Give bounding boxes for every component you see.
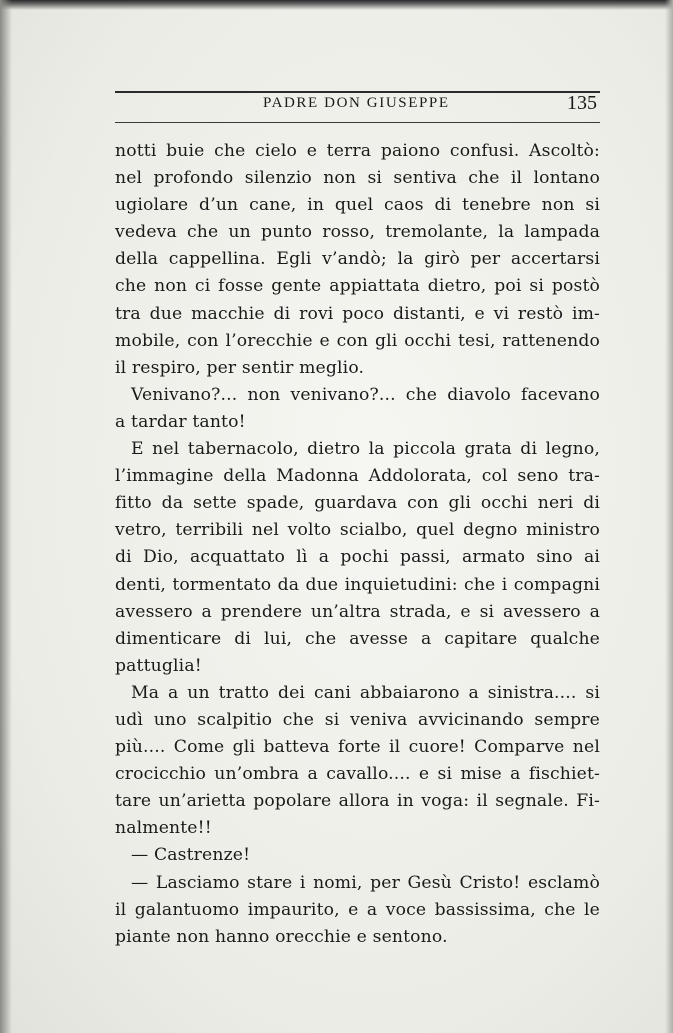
text-line: della cappellina. Egli v’andò; la girò per accertarsi xyxy=(115,249,600,270)
text-line: udì uno scalpitio che si veniva avvicinando sempre xyxy=(115,709,600,730)
body-text xyxy=(115,138,600,951)
text-line: l’immagine della Madonna Addolorata, col seno tra- xyxy=(115,466,600,487)
text-line: mobile, con l’orecchie e con gli occhi tesi, rattenendo xyxy=(115,330,600,351)
text-line: a tardar tanto! xyxy=(115,411,246,432)
page-binding-shadow xyxy=(0,0,12,1033)
header-rule-top xyxy=(115,91,600,93)
page-right-shadow xyxy=(665,0,673,1033)
text-line: dimenticare di lui, che avesse a capitare qualche xyxy=(115,628,600,649)
text-line: che non ci fosse gente appiattata dietro, poi si postò xyxy=(115,276,600,297)
text-line: piante non hanno orecchie e sentono. xyxy=(115,926,448,947)
text-line: più.... Come gli batteva forte il cuore! Comparve nel xyxy=(115,737,600,758)
text-line: pattuglia! xyxy=(115,655,202,676)
text-line: — Lasciamo stare i nomi, per Gesù Cristo! esclamò xyxy=(131,872,600,893)
header-rule-bottom xyxy=(115,122,600,123)
text-line: crocicchio un’ombra a cavallo.... e si mise a fischiet- xyxy=(115,764,600,785)
text-line: notti buie che cielo e terra paiono confusi. Ascoltò: xyxy=(115,141,600,161)
text-line: nalmente!! xyxy=(115,818,212,839)
page-top-shadow xyxy=(0,0,673,10)
text-line: avessero a prendere un’altra strada, e si avessero a xyxy=(115,601,600,622)
text-line: Ma a un tratto dei cani abbaiarono a sinistra.... si xyxy=(131,682,600,703)
text-line: tare un’arietta popolare allora in voga: il segnale. Fi- xyxy=(115,791,600,812)
text-line: Venivano?... non venivano?... che diavolo facevano xyxy=(131,384,600,405)
text-line: vetro, terribili nel volto scialbo, quel degno ministro xyxy=(115,520,600,541)
running-title: PADRE DON GIUSEPPE xyxy=(263,95,450,111)
text-line: il respiro, per sentir meglio. xyxy=(115,357,365,378)
running-header xyxy=(115,86,600,126)
text-line: ugiolare d’un cane, in quel caos di tenebre non si xyxy=(115,195,600,216)
text-line: di Dio, acquattato lì a pochi passi, armato sino ai xyxy=(115,547,600,568)
text-line: tra due macchie di rovi poco distanti, e vi restò im- xyxy=(115,303,600,324)
text-line: — Castrenze! xyxy=(131,845,251,866)
text-line: E nel tabernacolo, dietro la piccola grata di legno, xyxy=(131,439,600,460)
text-line: nel profondo silenzio non si sentiva che il lontano xyxy=(115,168,600,189)
text-line: vedeva che un punto rosso, tremolante, la lampada xyxy=(115,222,600,243)
text-line: denti, tormentato da due inquietudini: che i compagni xyxy=(115,574,600,595)
text-line: il galantuomo impaurito, e a voce bassissima, che le xyxy=(115,899,600,920)
text-line: fitto da sette spade, guardava con gli occhi neri di xyxy=(115,493,600,514)
page-number: 135 xyxy=(567,92,597,114)
